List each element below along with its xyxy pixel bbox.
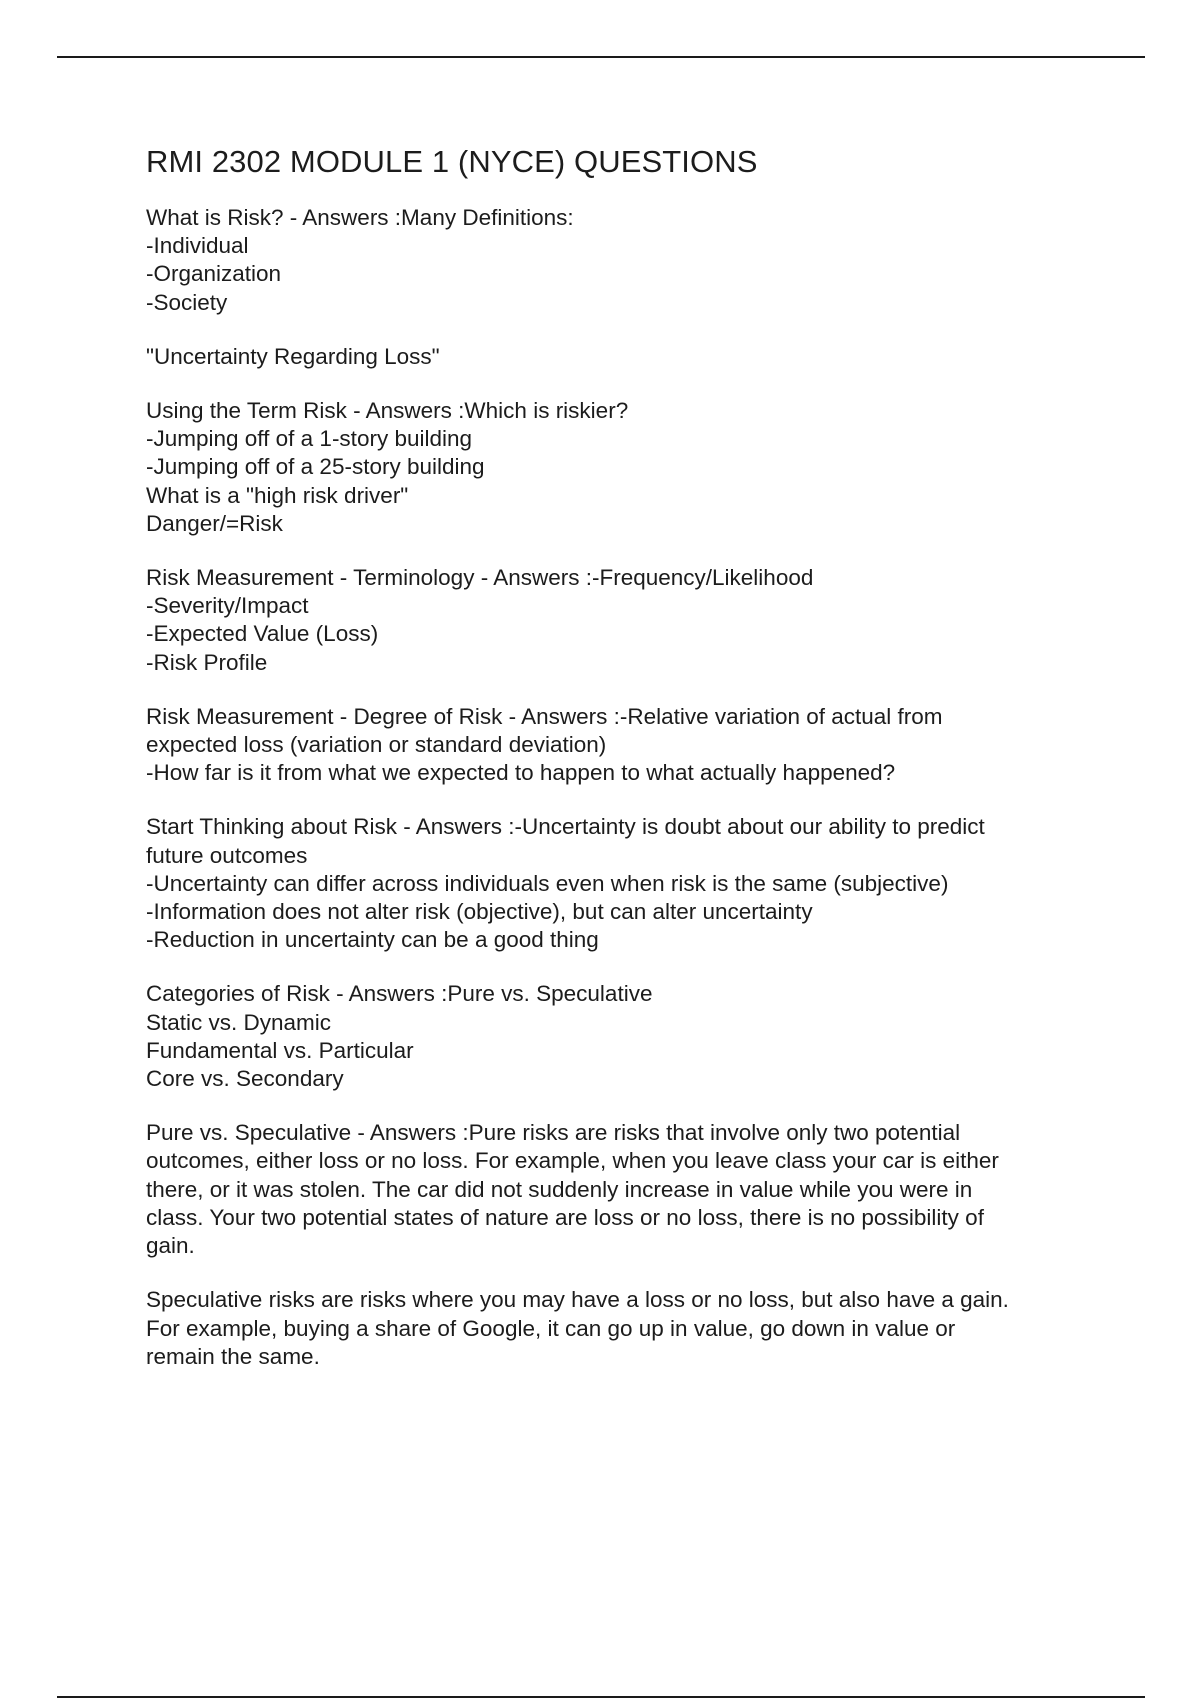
text-line: For example, buying a share of Google, it can go up in value, go down in value or: [146, 1315, 956, 1341]
text-line: What is Risk? - Answers :Many Definitions:: [146, 205, 574, 230]
qa-entry-categories-of-risk: [146, 980, 1086, 1093]
qa-entry-using-term-risk: [146, 397, 1086, 538]
text-line: What is a "high risk driver": [146, 482, 409, 508]
text-line: outcomes, either loss or no loss. For example, when you leave class your car is either: [146, 1148, 999, 1174]
text-line: gain.: [146, 1233, 195, 1259]
text-line: Start Thinking about Risk - Answers :-Uncertainty is doubt about our ability to predict: [146, 814, 985, 840]
text-line: Using the Term Risk - Answers :Which is riskier?: [146, 398, 629, 424]
text-line: "Uncertainty Regarding Loss": [146, 343, 440, 369]
text-line: Speculative risks are risks where you may have a loss or no loss, but also have a gain.: [146, 1287, 1009, 1313]
text-line: -Society: [146, 289, 228, 315]
text-line: -Jumping off of a 1-story building: [146, 426, 473, 452]
qa-entry-speculative-risks: [146, 1286, 1086, 1371]
text-line: there, or it was stolen. The car did not suddenly increase in value while you were in: [146, 1176, 973, 1202]
text-line: Danger/=Risk: [146, 510, 283, 536]
text-line: remain the same.: [146, 1343, 320, 1369]
qa-entry-risk-measurement-terminology: [146, 564, 1086, 677]
text-line: -Individual: [146, 233, 249, 259]
text-line: -How far is it from what we expected to happen to what actually happened?: [146, 760, 896, 786]
text-line: -Reduction in uncertainty can be a good thing: [146, 927, 599, 953]
text-line: -Uncertainty can differ across individuals even when risk is the same (subjective): [146, 870, 949, 896]
text-line: -Jumping off of a 25-story building: [146, 454, 485, 480]
text-line: expected loss (variation or standard deviation): [146, 732, 607, 758]
qa-entry-degree-of-risk: [146, 703, 1086, 788]
bottom-rule: [57, 1696, 1145, 1698]
qa-entry-start-thinking: [146, 813, 1086, 954]
text-line: Fundamental vs. Particular: [146, 1037, 414, 1063]
text-line: Risk Measurement - Terminology - Answers :-Frequency/Likelihood: [146, 565, 814, 591]
document-body: [146, 142, 1086, 1397]
text-line: future outcomes: [146, 842, 308, 868]
text-line: -Organization: [146, 261, 282, 287]
text-line: -Severity/Impact: [146, 593, 309, 619]
qa-entry-pure-vs-speculative: [146, 1119, 1086, 1260]
text-line: class. Your two potential states of nature are loss or no loss, there is no possibility of: [146, 1204, 984, 1230]
qa-entry-what-is-risk: [146, 204, 1086, 317]
qa-entry-uncertainty-quote: [146, 343, 1086, 371]
text-line: -Expected Value (Loss): [146, 621, 379, 647]
text-line: Core vs. Secondary: [146, 1066, 344, 1092]
text-line: Categories of Risk - Answers :Pure vs. Speculative: [146, 981, 653, 1007]
text-line: Risk Measurement - Degree of Risk - Answers :-Relative variation of actual from: [146, 703, 943, 729]
text-line: Pure vs. Speculative - Answers :Pure risks are risks that involve only two potential: [146, 1120, 961, 1146]
text-line: -Risk Profile: [146, 649, 268, 675]
text-line: -Information does not alter risk (objective), but can alter uncertainty: [146, 899, 813, 925]
text-line: Static vs. Dynamic: [146, 1009, 332, 1035]
document-title: RMI 2302 MODULE 1 (NYCE) QUESTIONS: [146, 144, 758, 179]
top-rule: [57, 56, 1145, 58]
